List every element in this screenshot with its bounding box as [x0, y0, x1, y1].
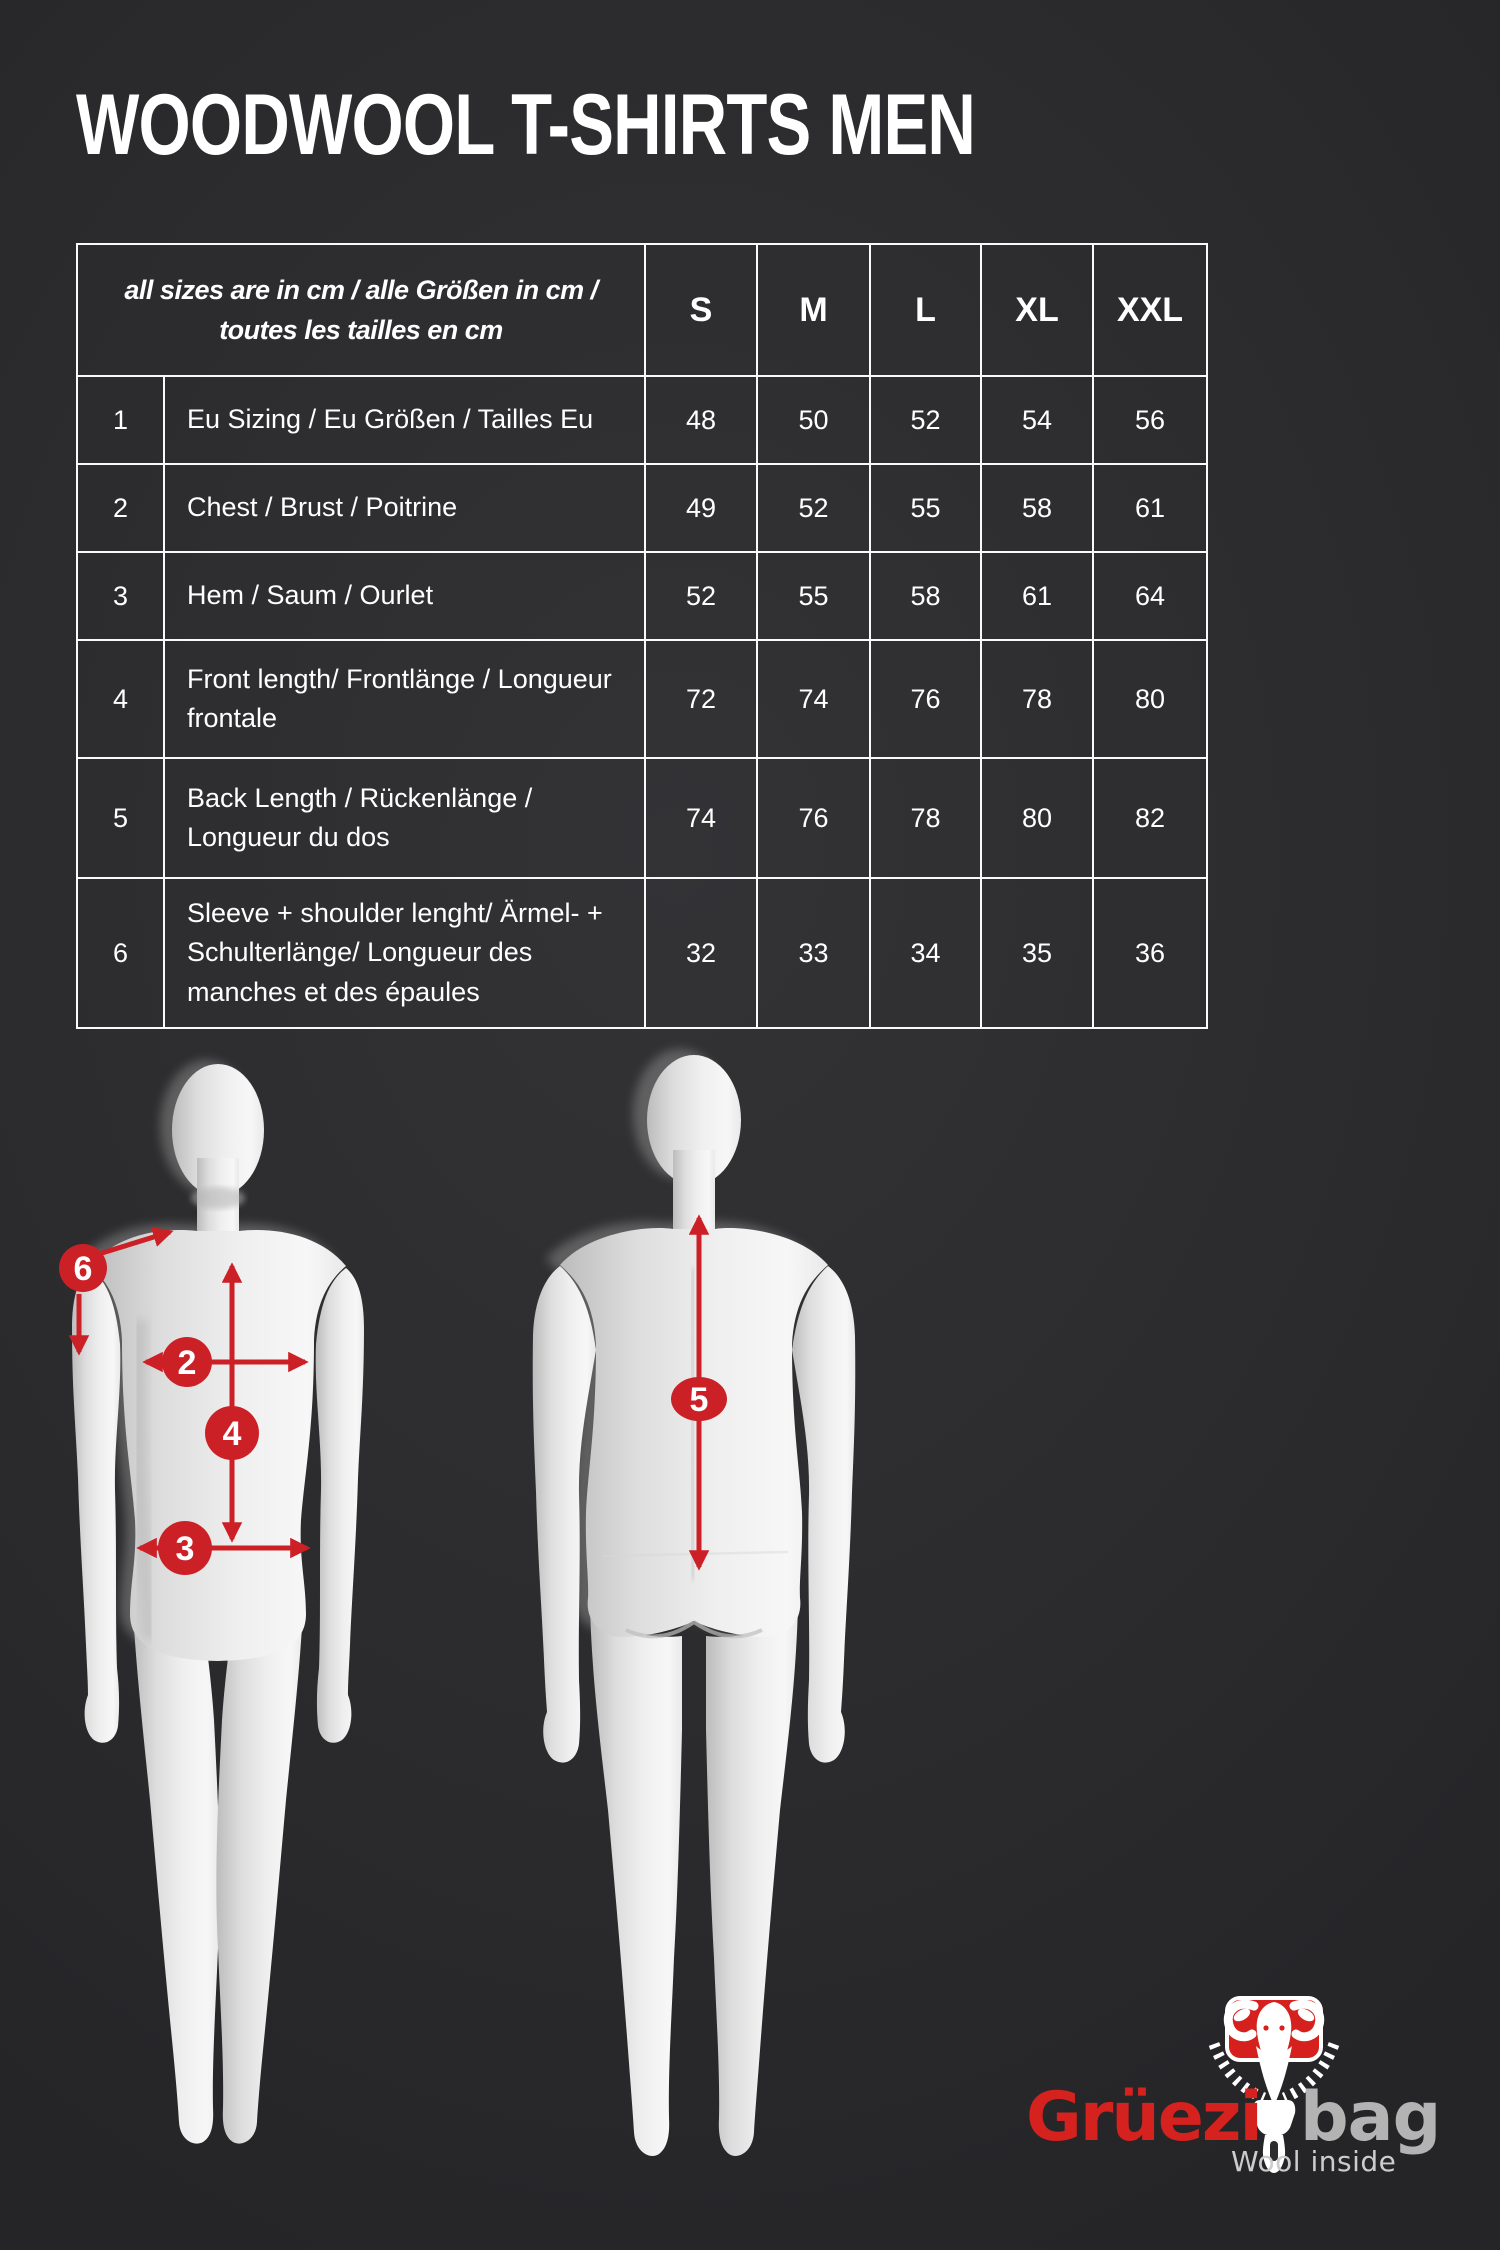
value-l: 52: [870, 376, 981, 464]
value-m: 74: [757, 640, 870, 758]
logo-brand-name: Grüezi: [1026, 2078, 1261, 2157]
units-note-line1: all sizes are in cm / alle Größen in cm /: [124, 274, 598, 305]
ram-eye-right: [1279, 2025, 1284, 2030]
page-title: WOODWOOL T-SHIRTS MEN: [76, 77, 976, 173]
front-right-arm: [316, 1268, 364, 1743]
front-left-leg: [132, 1586, 220, 2144]
column-header-m: M: [757, 244, 870, 376]
value-s: 32: [645, 878, 757, 1028]
marker-number-front-length: 4: [222, 1415, 242, 1453]
value-xl: 61: [981, 552, 1093, 640]
column-header-l: L: [870, 244, 981, 376]
value-l: 34: [870, 878, 981, 1028]
value-xl: 35: [981, 878, 1093, 1028]
column-header-xxl: XXL: [1093, 244, 1207, 376]
value-l: 55: [870, 464, 981, 552]
value-s: 48: [645, 376, 757, 464]
row-number: 4: [77, 640, 164, 758]
value-xxl: 36: [1093, 878, 1207, 1028]
front-mannequin: [72, 1064, 364, 2144]
value-xl: 58: [981, 464, 1093, 552]
value-m: 50: [757, 376, 870, 464]
value-l: 76: [870, 640, 981, 758]
row-label: Sleeve + shoulder lenght/ Ärmel- + Schulterlänge/ Longueur des manches et des épaules: [164, 878, 645, 1028]
row-number: 3: [77, 552, 164, 640]
back-spine-shade: [692, 1268, 694, 1580]
marker-number-chest: 2: [177, 1344, 197, 1382]
value-xxl: 82: [1093, 758, 1207, 878]
row-label: Chest / Brust / Poitrine: [164, 464, 645, 552]
value-xxl: 80: [1093, 640, 1207, 758]
value-xl: 78: [981, 640, 1093, 758]
value-m: 52: [757, 464, 870, 552]
row-number: 1: [77, 376, 164, 464]
row-label: Eu Sizing / Eu Größen / Tailles Eu: [164, 376, 645, 464]
value-s: 72: [645, 640, 757, 758]
value-s: 74: [645, 758, 757, 878]
value-m: 76: [757, 758, 870, 878]
ram-eye-left: [1263, 2025, 1268, 2030]
row-label: Back Length / Rückenlänge / Longueur du dos: [164, 758, 645, 878]
value-s: 49: [645, 464, 757, 552]
back-neck: [673, 1150, 715, 1240]
front-right-leg: [216, 1586, 304, 2144]
value-m: 55: [757, 552, 870, 640]
value-xl: 80: [981, 758, 1093, 878]
value-xxl: 64: [1093, 552, 1207, 640]
value-xl: 54: [981, 376, 1093, 464]
column-header-xl: XL: [981, 244, 1093, 376]
front-neck-shadow: [191, 1187, 245, 1209]
marker-number-back-length: 5: [689, 1381, 709, 1419]
back-right-leg: [706, 1606, 798, 2156]
logo-tagline: Wool inside: [1231, 2145, 1397, 2178]
value-m: 33: [757, 878, 870, 1028]
value-xxl: 56: [1093, 376, 1207, 464]
marker-number-hem: 3: [175, 1530, 195, 1568]
value-l: 58: [870, 552, 981, 640]
value-xxl: 61: [1093, 464, 1207, 552]
column-header-s: S: [645, 244, 757, 376]
row-number: 5: [77, 758, 164, 878]
logo-brand-suffix: bag: [1300, 2078, 1441, 2157]
value-s: 52: [645, 552, 757, 640]
row-label: Front length/ Frontlänge / Longueur frontale: [164, 640, 645, 758]
row-label: Hem / Saum / Ourlet: [164, 552, 645, 640]
value-l: 78: [870, 758, 981, 878]
marker-number-sleeve: 6: [73, 1250, 93, 1288]
row-number: 6: [77, 878, 164, 1028]
units-note-line2: toutes les tailles en cm: [219, 315, 503, 345]
back-left-leg: [590, 1606, 682, 2156]
row-number: 2: [77, 464, 164, 552]
